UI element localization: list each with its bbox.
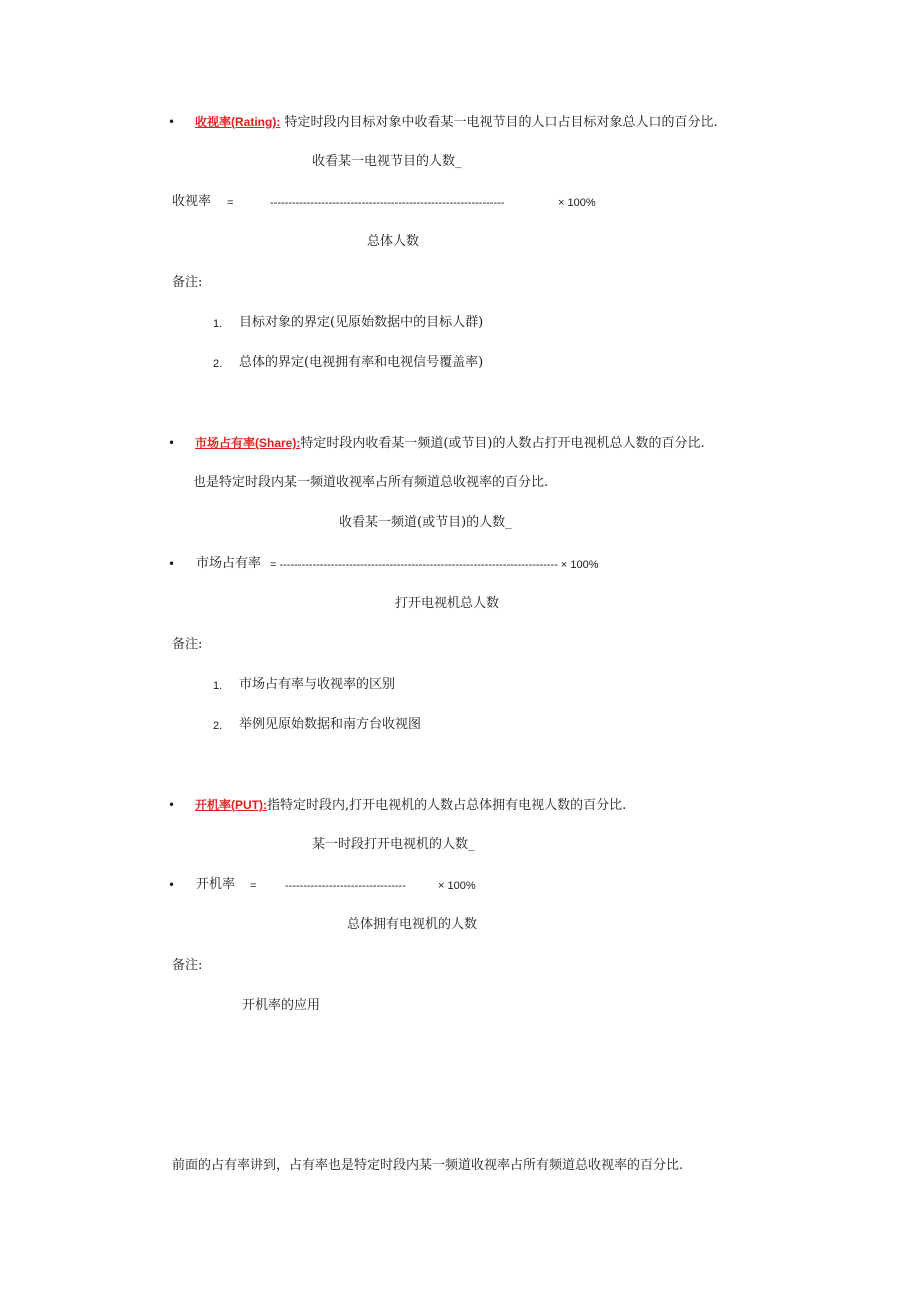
put-note: 开机率的应用 [242, 998, 321, 1013]
put-definition [195, 797, 626, 814]
bullet-icon: • [168, 798, 176, 812]
rating-formula-dashes: ---------------------------------------------------------------- [270, 197, 505, 209]
put-formula-lhs: 开机率 [196, 877, 236, 892]
share-formula-lhs: 市场占有率 [196, 556, 262, 571]
bullet-icon: • [168, 115, 176, 129]
bullet-icon: • [168, 557, 176, 571]
rating-term: 收视率(Rating): [195, 115, 281, 129]
share-denominator: 打开电视机总人数 [395, 596, 500, 611]
rating-denominator: 总体人数 [367, 234, 420, 249]
put-formula-dashes: --------------------------------- [285, 880, 406, 892]
rating-numerator: 收看某一电视节目的人数_ [312, 154, 462, 169]
share-note-1: 市场占有率与收视率的区别 [239, 677, 396, 692]
share-note-2: 举例见原始数据和南方台收视图 [239, 717, 422, 732]
share-note-2-num: 2. [213, 720, 223, 732]
share-definition-2: 也是特定时段内某一频道收视率占所有频道总收视率的百分比. [193, 475, 549, 490]
rating-note-2-num: 2. [213, 358, 223, 370]
rating-formula-times: × 100% [558, 197, 596, 209]
put-formula-times: × 100% [438, 880, 476, 892]
share-definition-text: 特定时段内收看某一频道(或节目)的人数占打开电视机总人数的百分比. [300, 436, 705, 451]
put-term: 开机率(PUT): [195, 798, 267, 812]
put-denominator: 总体拥有电视机的人数 [347, 917, 478, 932]
rating-definition-text: 特定时段内目标对象中收看某一电视节目的人口占目标对象总人口的百分比. [280, 115, 718, 130]
bullet-icon: • [168, 878, 176, 892]
rating-note-1-num: 1. [213, 318, 223, 330]
share-formula-tail: = ---------------------------------------------------------------------------- × 100% [270, 559, 599, 571]
put-numerator: 某一时段打开电视机的人数_ [312, 837, 475, 852]
share-definition [195, 435, 705, 452]
rating-notes-label: 备注: [172, 275, 203, 290]
footer-paragraph: 前面的占有率讲到，占有率也是特定时段内某一频道收视率占所有频道总收视率的百分比. [172, 1158, 684, 1173]
rating-definition [195, 114, 718, 131]
share-term: 市场占有率(Share): [195, 436, 301, 450]
rating-note-2: 总体的界定(电视拥有率和电视信号覆盖率) [239, 355, 484, 370]
put-notes-label: 备注: [172, 958, 203, 973]
rating-formula-lhs: 收视率 [172, 194, 212, 209]
rating-note-1: 目标对象的界定(见原始数据中的目标人群) [239, 315, 484, 330]
put-definition-text: 指特定时段内,打开电视机的人数占总体拥有电视人数的百分比. [267, 798, 627, 813]
share-numerator: 收看某一频道(或节目)的人数_ [339, 515, 512, 530]
bullet-icon: • [168, 436, 176, 450]
put-formula-eq: = [250, 880, 257, 892]
share-notes-label: 备注: [172, 637, 203, 652]
share-note-1-num: 1. [213, 680, 223, 692]
rating-formula-eq: = [227, 197, 234, 209]
